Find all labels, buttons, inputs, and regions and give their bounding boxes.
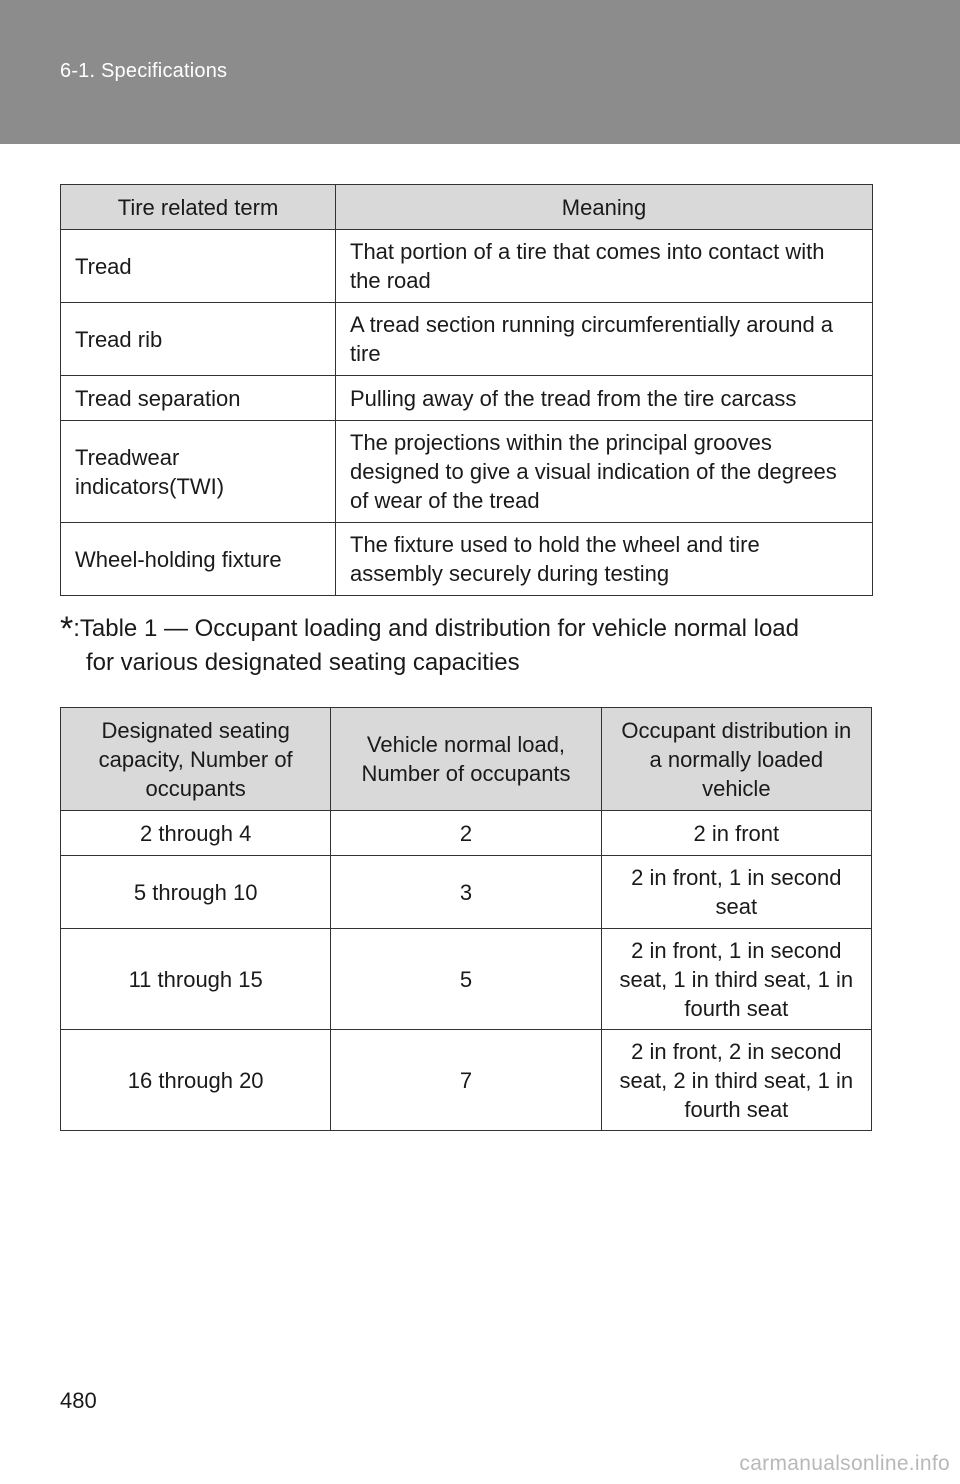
occupant-loading-table — [60, 707, 872, 1131]
table-row — [61, 376, 873, 421]
page-number: 480 — [60, 1388, 97, 1413]
table-row — [61, 1030, 872, 1131]
distribution-cell: 2 in front, 2 in second seat, 2 in third seat, 1 in fourth seat — [601, 1030, 871, 1131]
table-row — [61, 421, 873, 523]
footnote-marker: * — [60, 610, 74, 648]
table-row — [61, 856, 872, 929]
table-row — [61, 303, 873, 376]
column-header-capacity: Designated seating capacity, Number of occupants — [61, 708, 331, 811]
table-row — [61, 929, 872, 1030]
footnote-line-2: for various designated seating capacities — [86, 649, 520, 676]
watermark: carmanualsonline.info — [739, 1452, 950, 1475]
section-title: 6-1. Specifications — [60, 60, 228, 82]
capacity-cell: 11 through 15 — [61, 929, 331, 1030]
table-footnote — [60, 612, 870, 680]
term-cell: Tread separation — [61, 376, 336, 421]
capacity-cell: 5 through 10 — [61, 856, 331, 929]
distribution-cell: 2 in front, 1 in second seat, 1 in third seat, 1 in fourth seat — [601, 929, 871, 1030]
capacity-cell: 2 through 4 — [61, 811, 331, 856]
column-header-meaning: Meaning — [336, 185, 873, 230]
term-cell: Wheel-holding fixture — [61, 523, 336, 596]
table-row — [61, 230, 873, 303]
meaning-cell: The projections within the principal grooves designed to give a visual indication of the degrees of wear of the tread — [336, 421, 873, 523]
table-row — [61, 523, 873, 596]
column-header-term: Tire related term — [61, 185, 336, 230]
table-row — [61, 811, 872, 856]
table-header-row — [61, 708, 872, 811]
load-cell: 5 — [331, 929, 601, 1030]
footnote-line-1: :Table 1 — Occupant loading and distribution for vehicle normal load — [73, 615, 799, 642]
distribution-cell: 2 in front, 1 in second seat — [601, 856, 871, 929]
column-header-load: Vehicle normal load, Number of occupants — [331, 708, 601, 811]
column-header-distribution: Occupant distribution in a normally loaded vehicle — [601, 708, 871, 811]
table-header-row — [61, 185, 873, 230]
term-cell: Tread rib — [61, 303, 336, 376]
header-band — [0, 0, 960, 144]
term-cell: Tread — [61, 230, 336, 303]
load-cell: 2 — [331, 811, 601, 856]
load-cell: 7 — [331, 1030, 601, 1131]
term-cell: Treadwear indicators(TWI) — [61, 421, 336, 523]
capacity-cell: 16 through 20 — [61, 1030, 331, 1131]
meaning-cell: Pulling away of the tread from the tire carcass — [336, 376, 873, 421]
meaning-cell: A tread section running circumferentially around a tire — [336, 303, 873, 376]
meaning-cell: That portion of a tire that comes into contact with the road — [336, 230, 873, 303]
meaning-cell: The fixture used to hold the wheel and tire assembly securely during testing — [336, 523, 873, 596]
load-cell: 3 — [331, 856, 601, 929]
distribution-cell: 2 in front — [601, 811, 871, 856]
tire-terms-table — [60, 184, 873, 596]
